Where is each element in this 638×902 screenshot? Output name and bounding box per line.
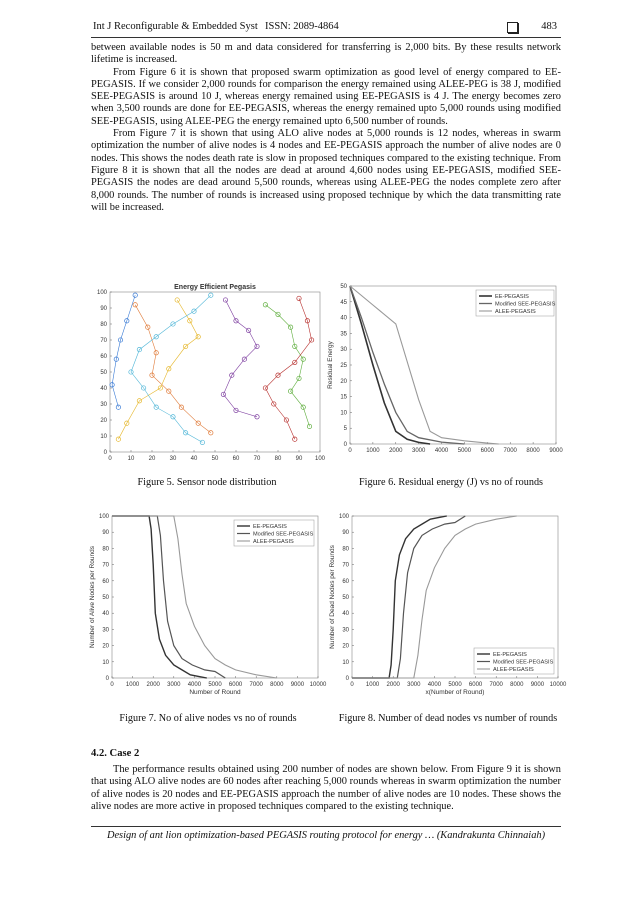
footer-rule	[91, 826, 561, 827]
y-tick-label: 80	[342, 546, 349, 553]
y-tick-label: 25	[340, 363, 347, 369]
y-tick-label: 40	[340, 315, 347, 322]
y-tick-label: 30	[342, 627, 349, 634]
figure-6-chart	[327, 282, 566, 472]
y-tick-label: 50	[102, 595, 109, 601]
x-tick-label: 4000	[427, 682, 442, 688]
y-tick-label: 40	[100, 386, 107, 392]
y-tick-label: 10	[100, 434, 107, 440]
y-tick-label: 70	[100, 338, 107, 344]
figure-5-chart	[88, 282, 328, 472]
x-tick-label: 80	[274, 456, 282, 462]
figure-7-caption: Figure 7. No of alive nodes vs no of rounds	[119, 713, 297, 724]
x-tick-label: 2000	[386, 682, 400, 688]
y-tick-label: 0	[345, 676, 349, 682]
legend-label: ALEE-PEGASIS	[495, 309, 536, 315]
x-tick-label: 9000	[290, 682, 305, 688]
y-tick-label: 60	[102, 578, 109, 585]
paragraph-2: From Figure 6 it is shown that proposed swarm optimization as good level of energy compared to EE-PEGASIS. If we consider 2,000 rounds for comparison the energy remained using ALEE-PEG is 38 J, modified SEE-PEGASIS is around 10 J, whereas energy remained using EE-PEGASIS is 4 J. The energy becomes zero when 3,500 rounds are done for EE-PEGASIS, whereas the energy remained upto 5,000 rounds using modified SEE-PEGASIS, using ALEE-PEG the energy remained upto 6,500 number of rounds.	[91, 66, 561, 127]
x-tick-label: 9000	[530, 682, 545, 688]
y-tick-label: 100	[96, 290, 107, 296]
square-bullet-icon	[507, 22, 518, 33]
figure-8-chart	[326, 510, 566, 700]
y-tick-label: 30	[102, 627, 109, 634]
y-tick-label: 0	[105, 676, 109, 682]
legend-label: Modified SEE-PEGASIS	[493, 659, 554, 666]
x-tick-label: 0	[350, 682, 354, 688]
x-tick-label: 2000	[389, 448, 403, 454]
y-tick-label: 20	[340, 378, 347, 385]
y-tick-label: 60	[342, 578, 349, 585]
legend-label: EE-PEGASIS	[495, 294, 529, 300]
y-tick-label: 70	[342, 562, 349, 569]
legend-label: EE-PEGASIS	[493, 652, 527, 658]
figure-5-caption: Figure 5. Sensor node distribution	[137, 477, 277, 488]
figure-8-caption: Figure 8. Number of dead nodes vs number of rounds	[338, 713, 558, 724]
legend-label: Modified SEE-PEGASIS	[253, 531, 314, 538]
x-tick-label: 4000	[187, 682, 202, 688]
x-tick-label: 3000	[411, 448, 426, 454]
x-tick-label: 1000	[125, 682, 140, 688]
x-tick-label: 2000	[146, 682, 160, 688]
y-axis-label: Residual Energy	[327, 341, 334, 389]
page-number: 483	[541, 21, 557, 32]
paragraph-3: From Figure 7 it is shown that using ALO alive nodes at 5,000 rounds is 12 nodes, whereas in swarm optimization the number of alive nodes is 4 nodes and EE-PEGASIS approach the number of alive nodes are 0 nodes. This shows the nodes death rate is slow in proposed techniques compared to the existing technique. From Figure 8 it is shown that all the nodes are dead at around 4,600 nodes using EE-PEGASIS, modified SEE-PEGASIS the nodes are dead around 5,500 rounds, whereas using ALEE-PEG the nodes complete zero after 8,000 rounds. The number of rounds is increased using proposed technique by which the data transmitting rate will be increased.	[91, 128, 561, 213]
x-tick-label: 7000	[503, 448, 517, 454]
paragraph-1: between available nodes is 50 m and data considered for transferring is 2,000 bits. By these results network lifetime is increased.	[91, 42, 561, 66]
x-tick-label: 7000	[249, 682, 263, 688]
x-tick-label: 10000	[549, 682, 567, 688]
y-tick-label: 50	[340, 284, 347, 290]
x-tick-label: 20	[148, 456, 156, 462]
x-tick-label: 0	[348, 448, 352, 454]
y-tick-label: 0	[343, 442, 347, 448]
x-tick-label: 10	[127, 456, 135, 462]
y-tick-label: 60	[100, 354, 107, 360]
legend-label: ALEE-PEGASIS	[253, 539, 294, 545]
x-tick-label: 1000	[366, 448, 380, 454]
header-rule	[91, 37, 561, 38]
x-tick-label: 5000	[457, 448, 472, 454]
legend-label: EE-PEGASIS	[253, 524, 287, 530]
x-tick-label: 8000	[270, 682, 284, 688]
journal-name: Int J Reconfigurable & Embedded Syst	[93, 21, 258, 32]
y-tick-label: 50	[342, 595, 349, 601]
y-tick-label: 100	[98, 514, 109, 520]
x-tick-label: 3000	[407, 682, 421, 688]
y-tick-label: 10	[342, 659, 349, 666]
body-text-top	[91, 42, 561, 214]
y-tick-label: 20	[342, 643, 349, 650]
chart-title: Energy Efficient Pegasis	[174, 284, 256, 291]
y-axis-label: Number of Dead Nodes per Rounds	[329, 545, 336, 649]
y-tick-label: 0	[103, 450, 107, 456]
x-tick-label: 70	[253, 456, 261, 462]
x-tick-label: 6000	[480, 448, 495, 454]
x-tick-label: 40	[190, 456, 198, 462]
legend-label: ALEE-PEGASIS	[493, 667, 534, 673]
y-tick-label: 100	[338, 514, 349, 520]
legend	[234, 520, 314, 546]
x-tick-label: 60	[232, 456, 240, 462]
y-tick-label: 80	[102, 546, 109, 553]
footer-text: Design of ant lion optimization-based PEGASIS routing protocol for energy … (Kandrakunta Chinnaiah)	[106, 830, 546, 841]
x-tick-label: 90	[295, 456, 303, 462]
y-tick-label: 90	[100, 306, 107, 312]
x-tick-label: 0	[108, 456, 112, 462]
x-tick-label: 5000	[448, 682, 462, 688]
y-tick-label: 30	[340, 347, 347, 354]
x-tick-label: 30	[169, 456, 177, 462]
y-tick-label: 15	[340, 394, 347, 401]
x-tick-label: 50	[211, 456, 219, 462]
x-tick-label: 100	[314, 456, 326, 462]
y-tick-label: 40	[342, 611, 349, 618]
section-heading: 4.2. Case 2	[91, 748, 140, 759]
y-tick-label: 90	[342, 530, 349, 537]
y-tick-label: 20	[102, 643, 109, 650]
y-tick-label: 5	[343, 426, 347, 433]
paragraph-4: The performance results obtained using 200 number of nodes are shown below. From Figure 9 it is shown that using ALO alive nodes are 60 nodes after reaching 5,000 rounds whereas in swarm optimization the number of alive nodes is 20 nodes and EE-PEGASIS approach the number of alive nodes are 10 nodes. These shows the alive nodes are more active in proposed techniques compared to the existing technique.	[91, 764, 561, 812]
x-tick-label: 3000	[167, 682, 181, 688]
y-tick-label: 80	[100, 322, 107, 328]
body-text-bottom	[91, 764, 561, 813]
x-tick-label: 5000	[208, 682, 222, 688]
y-tick-label: 10	[340, 410, 347, 417]
x-tick-label: 10000	[309, 682, 327, 688]
issn: ISSN: 2089-4864	[265, 21, 339, 32]
x-tick-label: 8000	[526, 448, 540, 454]
x-axis-label: Number of Round	[189, 689, 241, 696]
y-tick-label: 90	[102, 530, 109, 537]
y-tick-label: 45	[340, 299, 347, 306]
y-tick-label: 50	[100, 370, 107, 376]
y-tick-label: 70	[102, 562, 109, 569]
y-tick-label: 40	[102, 611, 109, 618]
legend	[476, 290, 556, 316]
x-tick-label: 8000	[510, 682, 524, 688]
x-tick-label: 7000	[489, 682, 503, 688]
x-axis-label: x(Number of Round)	[425, 689, 485, 696]
y-tick-label: 10	[102, 659, 109, 666]
x-tick-label: 6000	[468, 682, 483, 688]
x-tick-label: 0	[110, 682, 114, 688]
figure-7-chart	[88, 510, 328, 700]
legend-label: Modified SEE-PEGASIS	[495, 301, 556, 308]
running-header	[93, 21, 557, 35]
y-tick-label: 35	[340, 331, 347, 338]
y-axis-label: Number of Alive Nodes per Rounds	[89, 546, 96, 648]
x-tick-label: 4000	[434, 448, 449, 454]
y-tick-label: 20	[100, 418, 107, 424]
x-tick-label: 9000	[549, 448, 563, 454]
legend	[474, 648, 554, 674]
x-tick-label: 1000	[365, 682, 380, 688]
y-tick-label: 30	[100, 402, 107, 408]
x-tick-label: 6000	[228, 682, 243, 688]
figure-6-caption: Figure 6. Residual energy (J) vs no of rounds	[358, 477, 543, 488]
